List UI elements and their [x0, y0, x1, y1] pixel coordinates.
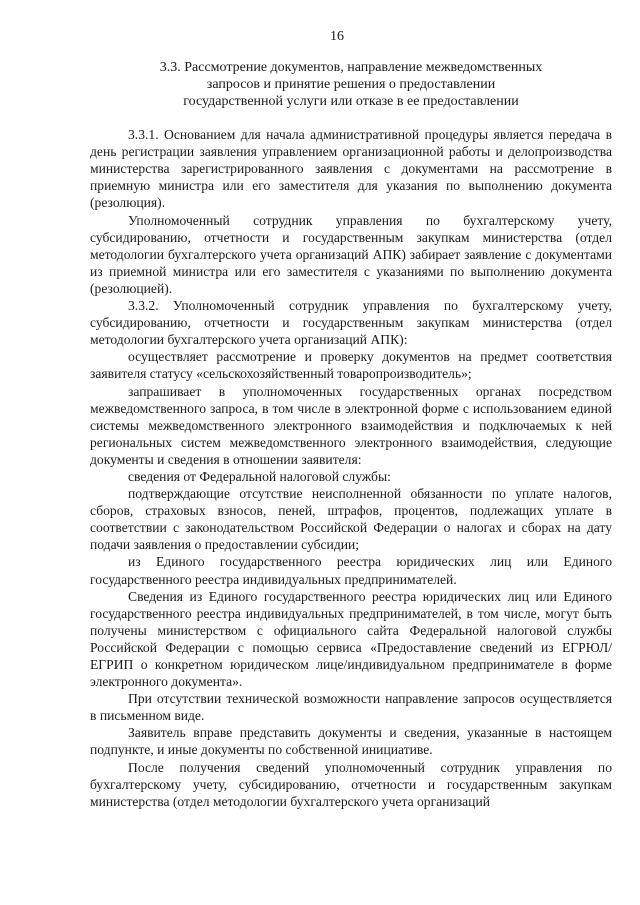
- body-text: [90, 126, 612, 810]
- paragraph: запрашивает в уполномоченных государственных органах посредством межведомственного запроса, в том числе в электронной форме с использованием единой системы межведомственного электронного взаимодействия и подключаемых к ней региональных систем межведомственного электронного взаимодействия, следующие документы и сведения в отношении заявителя:: [90, 383, 612, 467]
- paragraph: При отсутствии технической возможности направление запросов осуществляется в письменном виде.: [90, 691, 612, 724]
- paragraph: 3.3.1. Основанием для начала административной процедуры является передача в день регистрации заявления управлением организационной работы и делопроизводства министерства зарегистрированного заявления с документами на рассмотрение в приемную министра или его заместителя для указания по выполнению документа (резолюция).: [90, 127, 612, 211]
- paragraph: Заявитель вправе представить документы и сведения, указанные в настоящем подпункте, и иные документы по собственной инициативе.: [90, 725, 612, 758]
- section-title: [90, 59, 612, 110]
- paragraph: Сведения из Единого государственного реестра юридических лиц или Единого государственного реестра индивидуальных предпринимателей, в том числе, могут быть получены министерством с официального сайта Федеральной налоговой службы Российской Федерации с помощью сервиса «Предоставление сведений из ЕГРЮЛ/ЕГРИП о конкретном юридическом лице/индивидуальном предпринимателе в форме электронного документа».: [90, 588, 612, 690]
- paragraph: сведения от Федеральной налоговой службы:: [128, 468, 391, 484]
- paragraph: подтверждающие отсутствие неисполненной обязанности по уплате налогов, сборов, страховых взносов, пеней, штрафов, процентов, подлежащих уплате в соответствии с законодательством Российской Федерации о налогах и сборах на дату подачи заявления о предоставлении субсидии;: [90, 486, 612, 553]
- paragraph: Уполномоченный сотрудник управления по бухгалтерскому учету, субсидированию, отчетности и государственным закупкам министерства (отдел методологии бухгалтерского учета организаций АПК) забирает заявление с документами из приемной министра или его заместителя с указаниями по выполнению документа (резолюцией).: [90, 212, 612, 296]
- section-title-line: 3.3. Рассмотрение документов, направление межведомственных: [159, 60, 543, 76]
- paragraph: осуществляет рассмотрение и проверку документов на предмет соответствия заявителя статусу «сельскохозяйственный товаропроизводитель»;: [90, 349, 612, 382]
- paragraph: После получения сведений уполномоченный сотрудник управления по бухгалтерскому учету, субсидированию, отчетности и государственным закупкам министерства (отдел методологии бухгалтерского учета организаций: [90, 759, 612, 809]
- paragraph: из Единого государственного реестра юридических лиц или Единого государственного реестра индивидуальных предпринимателей.: [90, 554, 612, 587]
- section-title-line: государственной услуги или отказе в ее предоставлении: [183, 94, 519, 110]
- section-title-line: запросов и принятие решения о предоставлении: [206, 77, 496, 93]
- page-number: 16: [330, 29, 344, 44]
- paragraph: 3.3.2. Уполномоченный сотрудник управления по бухгалтерскому учету, субсидированию, отчетности и государственным закупкам министерства (отдел методологии бухгалтерского учета организаций АПК):: [90, 298, 612, 348]
